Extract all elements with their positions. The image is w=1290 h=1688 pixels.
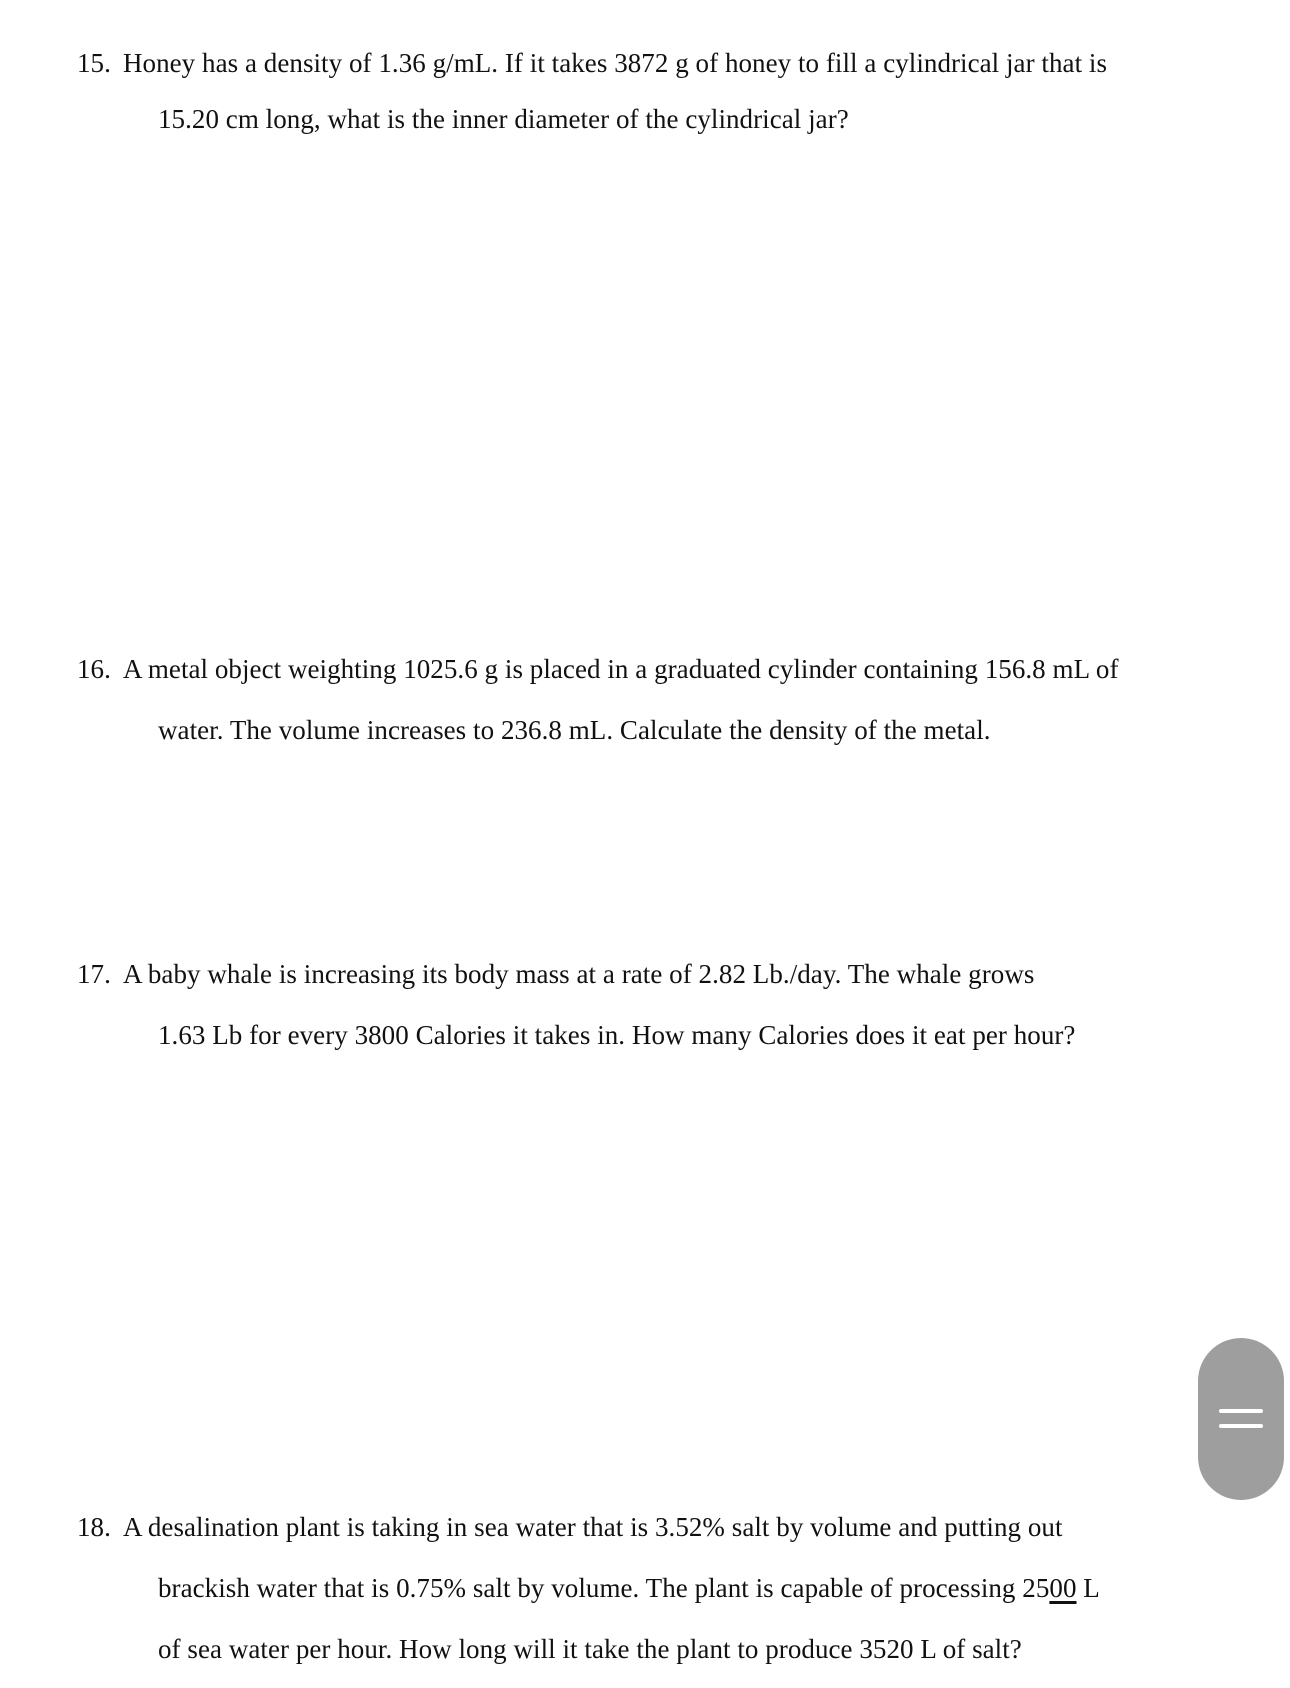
question-18-line-1	[77, 1510, 1063, 1544]
question-16-number: 16.	[77, 654, 111, 684]
question-18-underlined-digits: 00	[1049, 1573, 1077, 1603]
question-15-line-1	[77, 46, 1107, 80]
question-18-line-3: of sea water per hour. How long will it take the plant to produce 3520 L of salt?	[158, 1634, 1022, 1664]
question-17-line-2: 1.63 Lb for every 3800 Calories it takes in. How many Calories does it eat per hour?	[158, 1020, 1076, 1050]
question-15-text-1: Honey has a density of 1.36 g/mL. If it takes 3872 g of honey to fill a cylindrical jar that is	[123, 48, 1108, 78]
question-18-text-1: A desalination plant is taking in sea water that is 3.52% salt by volume and putting out	[123, 1512, 1063, 1542]
question-15-line-2: 15.20 cm long, what is the inner diameter of the cylindrical jar?	[158, 104, 849, 134]
question-18-text-2-tail: L	[1076, 1573, 1100, 1603]
question-18-text-2: brackish water that is 0.75% salt by volume. The plant is capable of processing 25	[158, 1573, 1050, 1603]
question-16-text-1: A metal object weighting 1025.6 g is placed in a graduated cylinder containing 156.8 mL of	[123, 654, 1119, 684]
question-17-text-1: A baby whale is increasing its body mass at a rate of 2.82 Lb./day. The whale grows	[123, 959, 1035, 989]
question-16-line-2: water. The volume increases to 236.8 mL. Calculate the density of the metal.	[158, 715, 991, 745]
question-17-line-1	[77, 957, 1034, 991]
question-16-line-1	[77, 652, 1119, 686]
question-15-number: 15.	[77, 48, 111, 78]
question-18-line-2	[158, 1571, 1100, 1605]
question-18-number: 18.	[77, 1512, 111, 1542]
question-17-number: 17.	[77, 959, 111, 989]
scroll-handle[interactable]	[1198, 1338, 1284, 1500]
